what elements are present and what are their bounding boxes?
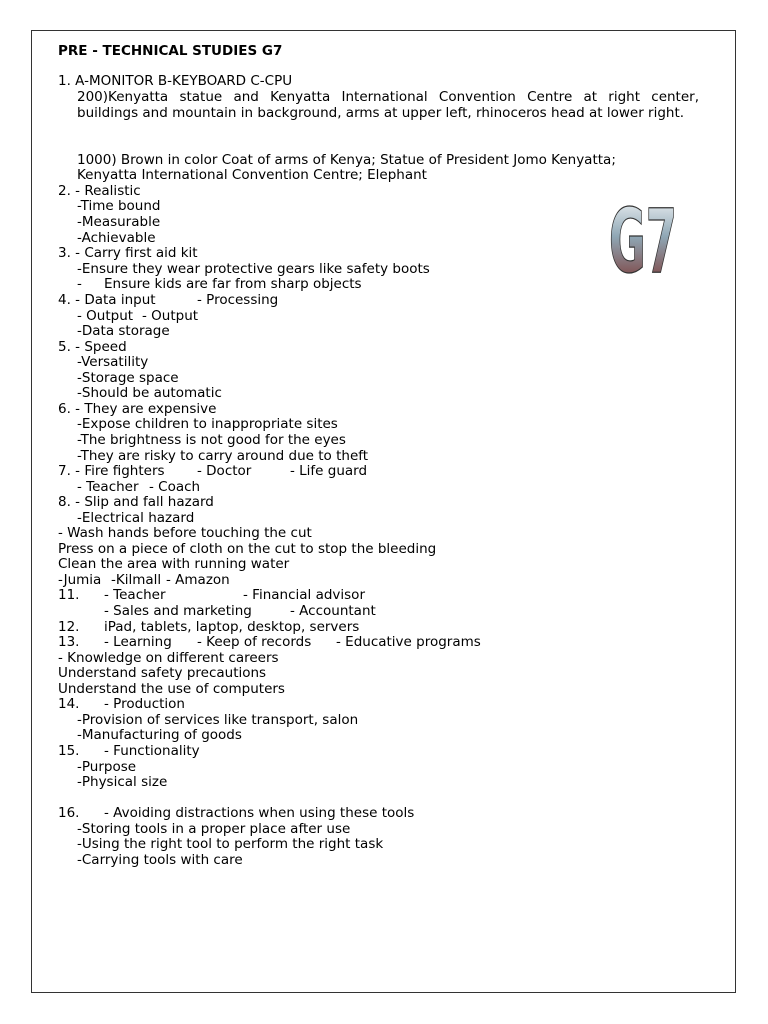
answer-line: Understand the use of computers — [58, 681, 285, 697]
answer-line: 5. - Speed — [58, 339, 127, 355]
answer-line: - Keep of records — [197, 634, 312, 650]
answer-line: - Learning — [104, 634, 172, 650]
logo-text: G7 — [609, 190, 677, 293]
answer-line: -Ensure they wear protective gears like safety boots — [77, 261, 430, 277]
answer-line: - Knowledge on different careers — [58, 650, 279, 666]
answer-line: -Time bound — [77, 198, 161, 214]
answer-line: -Using the right tool to perform the right task — [77, 836, 384, 852]
answer-line: 3. - Carry first aid kit — [58, 245, 198, 261]
answer-line: 7. - Fire fighters — [58, 463, 165, 479]
answer-line: 8. - Slip and fall hazard — [58, 494, 214, 510]
answer-line: - Functionality — [104, 743, 200, 759]
answer-number: 12. — [58, 619, 80, 635]
answer-number: 11. — [58, 587, 80, 603]
answer-line: - Financial advisor — [243, 587, 365, 603]
answer-number: 13. — [58, 634, 80, 650]
answer-line: -Versatility — [77, 354, 149, 370]
answer-line: - Amazon — [166, 572, 230, 588]
answer-number: 16. — [58, 805, 80, 821]
answer-line: Ensure kids are far from sharp objects — [104, 276, 362, 292]
answer-number: 14. — [58, 696, 80, 712]
answer-line: 4. - Data input — [58, 292, 156, 308]
answer-line: -Physical size — [77, 774, 168, 790]
answer-line: Press on a piece of cloth on the cut to stop the bleeding — [58, 541, 437, 557]
answer-line: - Teacher — [77, 479, 139, 495]
answer-line: - Production — [104, 696, 185, 712]
answer-line: -Carrying tools with care — [77, 852, 243, 868]
answer-paragraph: 200)Kenyatta statue and Kenyatta International Convention Centre at right center, buildings and mountain in background, arms at upper left, rhinoceros head at lower right. — [77, 89, 699, 121]
answer-line: - Output — [142, 308, 199, 324]
answer-line: -Jumia — [58, 572, 102, 588]
answer-line: - Teacher — [104, 587, 166, 603]
answer-line: - Coach — [149, 479, 201, 495]
answer-line: 2. - Realistic — [58, 183, 141, 199]
answer-line: - Educative programs — [336, 634, 481, 650]
answer-line: -Achievable — [77, 230, 156, 246]
answer-line: - Sales and marketing — [104, 603, 252, 619]
answer-line: - Life guard — [290, 463, 368, 479]
answer-line: -Storage space — [77, 370, 179, 386]
answer-line: iPad, tablets, laptop, desktop, servers — [104, 619, 360, 635]
answer-line: -Manufacturing of goods — [77, 727, 242, 743]
answer-line: - Output — [77, 308, 134, 324]
answer-line: 6. - They are expensive — [58, 401, 217, 417]
answer-line: -Kilmall — [111, 572, 162, 588]
answer-line: - Avoiding distractions when using these tools — [104, 805, 415, 821]
answer-line: -Storing tools in a proper place after use — [77, 821, 351, 837]
answer-line: - — [77, 276, 82, 292]
g7-logo — [606, 186, 680, 293]
answer-line: -Measurable — [77, 214, 161, 230]
answer-line: - Processing — [197, 292, 279, 308]
answer-line: -Purpose — [77, 759, 137, 775]
answer-line: Clean the area with running water — [58, 556, 290, 572]
answer-line: Kenyatta International Convention Centre; Elephant — [77, 167, 427, 183]
answer-line: 1000) Brown in color Coat of arms of Kenya; Statue of President Jomo Kenyatta; — [77, 152, 616, 168]
answer-line: 1. A-MONITOR B-KEYBOARD C-CPU — [58, 73, 293, 89]
answer-line: -Electrical hazard — [77, 510, 195, 526]
answer-number: 15. — [58, 743, 80, 759]
answer-line: - Accountant — [290, 603, 376, 619]
answer-line: -They are risky to carry around due to theft — [77, 448, 369, 464]
answer-line: - Wash hands before touching the cut — [58, 525, 312, 541]
answer-line: -Should be automatic — [77, 385, 222, 401]
answer-line: -Expose children to inappropriate sites — [77, 416, 338, 432]
document-title: PRE - TECHNICAL STUDIES G7 — [58, 43, 283, 59]
answer-line: -Provision of services like transport, salon — [77, 712, 359, 728]
answer-line: Understand safety precautions — [58, 665, 267, 681]
answer-line: -Data storage — [77, 323, 170, 339]
answer-line: - Doctor — [197, 463, 252, 479]
answer-line: -The brightness is not good for the eyes — [77, 432, 346, 448]
